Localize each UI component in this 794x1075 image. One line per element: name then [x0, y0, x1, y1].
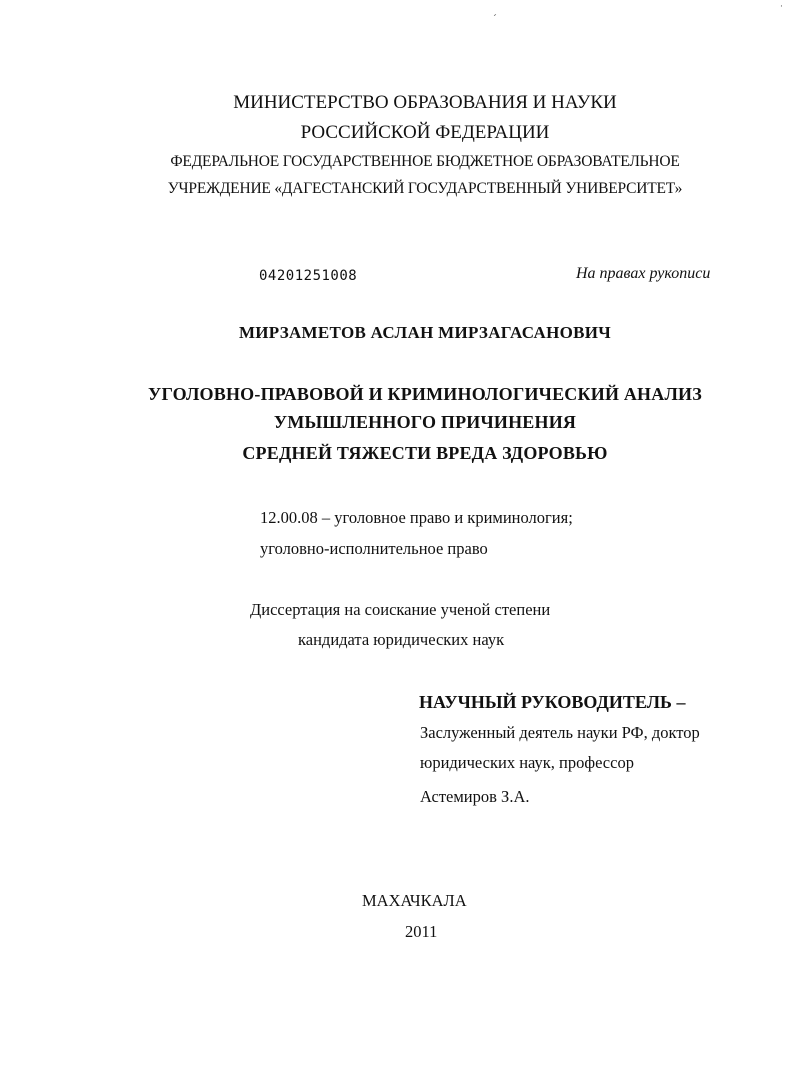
scan-mark-corner: · [780, 2, 783, 12]
institution-line-2: УЧРЕЖДЕНИЕ «ДАГЕСТАНСКИЙ ГОСУДАРСТВЕННЫЙ УНИВЕРСИТЕТ» [167, 180, 683, 197]
institution-line-1: ФЕДЕРАЛЬНОЕ ГОСУДАРСТВЕННОЕ БЮДЖЕТНОЕ ОБРАЗОВАТЕЛЬНОЕ [170, 153, 680, 170]
manuscript-note: На правах рукописи [576, 265, 711, 282]
supervisor-title-line-2: юридических наук, профессор [420, 753, 634, 772]
supervisor-heading: НАУЧНЫЙ РУКОВОДИТЕЛЬ – [419, 692, 686, 712]
city: МАХАЧКАЛА [362, 891, 467, 910]
registration-code: 04201251008 [259, 268, 358, 284]
supervisor-title-line-1: Заслуженный деятель науки РФ, доктор [420, 723, 700, 742]
scan-mark: ˊ [492, 14, 497, 25]
title-line-2: УМЫШЛЕННОГО ПРИЧИНЕНИЯ [273, 412, 577, 432]
ministry-line-1: МИНИСТЕРСТВО ОБРАЗОВАНИЯ И НАУКИ [233, 92, 617, 113]
supervisor-name: Астемиров З.А. [420, 787, 530, 806]
degree-line-2: кандидата юридических наук [298, 630, 505, 649]
ministry-line-2: РОССИЙСКОЙ ФЕДЕРАЦИИ [300, 122, 550, 143]
title-line-1: УГОЛОВНО-ПРАВОВОЙ И КРИМИНОЛОГИЧЕСКИЙ АНАЛИЗ [148, 384, 702, 404]
specialty-line-2: уголовно-исполнительное право [260, 539, 488, 558]
author-name: МИРЗАМЕТОВ АСЛАН МИРЗАГАСАНОВИЧ [238, 323, 612, 342]
specialty-line-1: 12.00.08 – уголовное право и криминология; [260, 508, 573, 527]
title-line-3: СРЕДНЕЙ ТЯЖЕСТИ ВРЕДА ЗДОРОВЬЮ [242, 443, 608, 463]
year: 2011 [405, 922, 438, 941]
degree-line-1: Диссертация на соискание ученой степени [250, 600, 551, 619]
